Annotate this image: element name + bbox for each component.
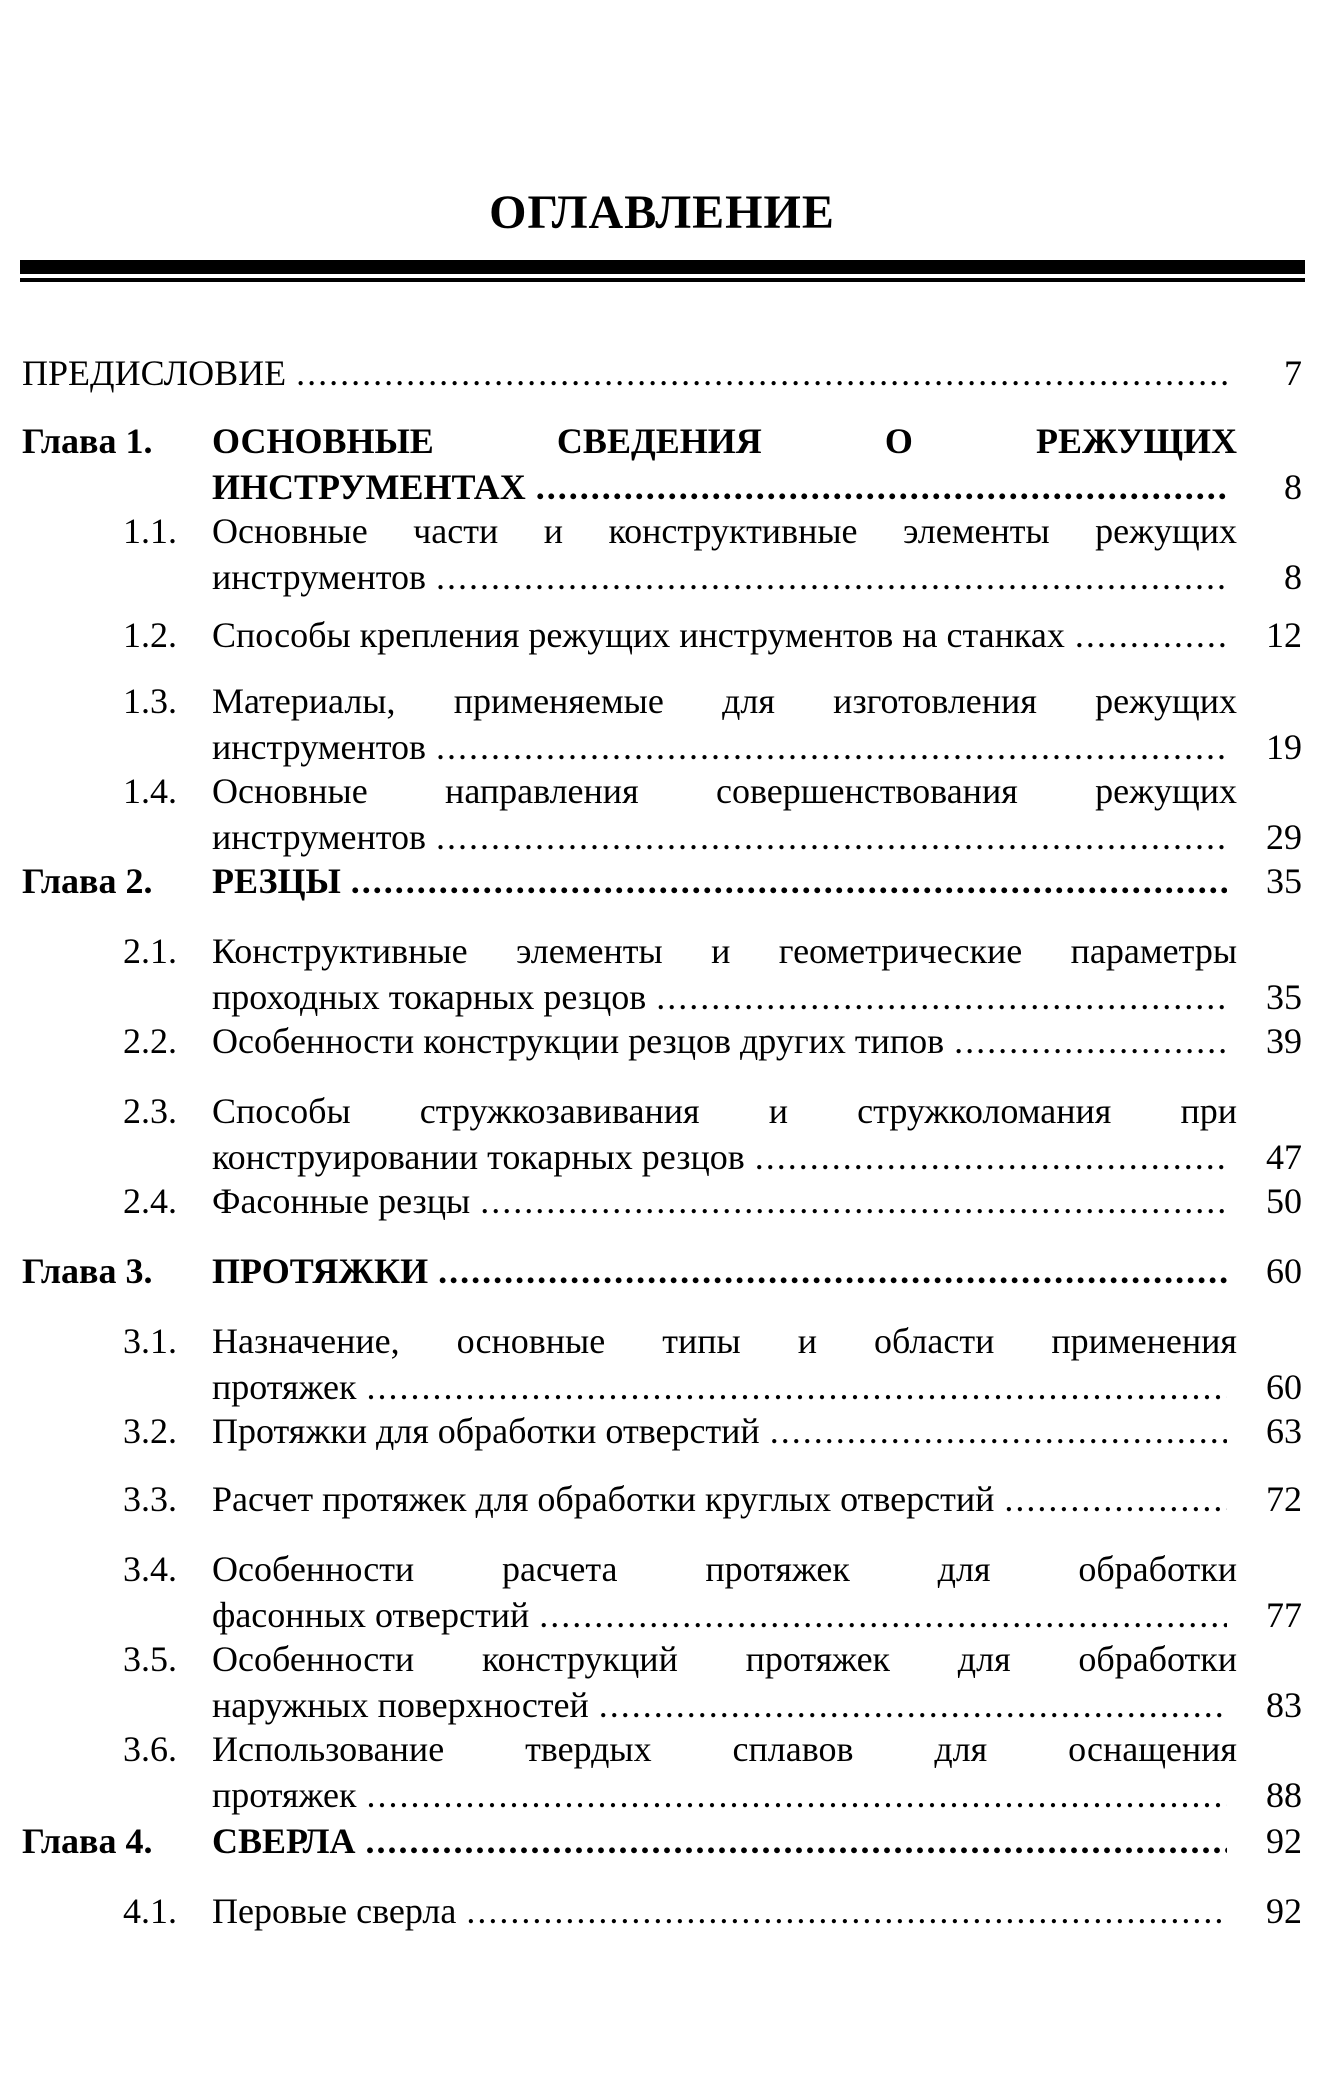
section-number: 2.1. [123,931,177,971]
entry-title-line2: инструментов [212,557,427,597]
dot-leader [296,350,1227,396]
section-number: 3.2. [123,1411,177,1451]
dot-leader [438,1248,1227,1294]
section-number: 3.4. [123,1549,177,1589]
entry-title-line1: Особенности конструкций протяжек для обработки [212,1639,1237,1679]
page-number: 8 [1284,557,1302,597]
page-title: ОГЛАВЛЕНИЕ [489,186,835,239]
page-number: 63 [1266,1411,1302,1451]
section-number: 2.4. [123,1181,177,1221]
title-rule-thick [20,260,1305,274]
entry-title [22,350,1237,396]
chapter-number: Глава 4. [22,1821,153,1861]
page-number: 88 [1266,1775,1302,1815]
dot-leader [656,974,1227,1020]
entry-title-text: ПРОТЯЖКИ [212,1251,429,1291]
dot-leader [366,1772,1227,1818]
dot-leader [351,858,1227,904]
dot-leader [466,1888,1227,1934]
dot-leader [539,1592,1227,1638]
entry-title [212,1408,1237,1454]
entry-title-line2: протяжек [212,1367,357,1407]
entry-title-text: Протяжки для обработки отверстий [212,1411,760,1451]
dot-leader [755,1134,1227,1180]
entry-title [212,418,1237,510]
page-number: 35 [1266,977,1302,1017]
entry-title-line1: Основные направления совершенствования режущих [212,771,1237,811]
dot-leader [436,724,1227,770]
entry-title-text: Фасонные резцы [212,1181,471,1221]
entry-title-line1: Конструктивные элементы и геометрические параметры [212,931,1237,971]
section-number: 1.2. [123,615,177,655]
entry-title-line2: инструментов [212,817,427,857]
dot-leader [365,1818,1227,1864]
dot-leader [536,464,1227,510]
entry-title-line1: Назначение, основные типы и области применения [212,1321,1237,1361]
entry-title [212,1088,1237,1180]
entry-title-text: СВЕРЛА [212,1821,356,1861]
entry-title [212,1178,1237,1224]
dot-leader [436,554,1227,600]
dot-leader [770,1408,1227,1454]
section-number: 3.3. [123,1479,177,1519]
entry-title-text: Особенности конструкции резцов других типов [212,1021,945,1061]
title-rule-thin [20,278,1305,282]
section-number: 2.3. [123,1091,177,1131]
entry-title [212,508,1237,600]
entry-title [212,1636,1237,1728]
entry-title-line2: наружных поверхностей [212,1685,589,1725]
entry-title [212,768,1237,860]
entry-title-line1: Использование твердых сплавов для оснащения [212,1729,1237,1769]
entry-title-line1: Материалы, применяемые для изготовления режущих [212,681,1237,721]
chapter-number: Глава 1. [22,421,153,461]
entry-title-text: Расчет протяжек для обработки круглых отверстий [212,1479,995,1519]
entry-title [212,678,1237,770]
entry-title [212,1818,1237,1864]
section-number: 3.1. [123,1321,177,1361]
chapter-number: Глава 2. [22,861,153,901]
entry-title [212,1888,1237,1934]
entry-title-line2: фасонных отверстий [212,1595,530,1635]
entry-title-line1: ОСНОВНЫЕ СВЕДЕНИЯ О РЕЖУЩИХ [212,421,1237,461]
page-number: 7 [1284,353,1302,393]
entry-title [212,1018,1237,1064]
page-number: 77 [1266,1595,1302,1635]
entry-title-text: ПРЕДИСЛОВИЕ [22,353,287,393]
page-number: 50 [1266,1181,1302,1221]
section-number: 1.3. [123,681,177,721]
page-number: 8 [1284,467,1302,507]
dot-leader [1004,1476,1227,1522]
page-number: 12 [1266,615,1302,655]
entry-title-line2: инструментов [212,727,427,767]
dot-leader [954,1018,1227,1064]
page-number: 60 [1266,1367,1302,1407]
page-number: 83 [1266,1685,1302,1725]
entry-title-line1: Основные части и конструктивные элементы режущих [212,511,1237,551]
entry-title [212,858,1237,904]
section-number: 3.6. [123,1729,177,1769]
page-number: 60 [1266,1251,1302,1291]
entry-title [212,1546,1237,1638]
entry-title-line1: Способы стружкозавивания и стружколомания при [212,1091,1237,1131]
section-number: 4.1. [123,1891,177,1931]
entry-title-text: РЕЗЦЫ [212,861,341,901]
page-number: 92 [1266,1821,1302,1861]
entry-title-line2: конструировании токарных резцов [212,1137,745,1177]
section-number: 3.5. [123,1639,177,1679]
page-number: 29 [1266,817,1302,857]
dot-leader [599,1682,1227,1728]
entry-title-text: Способы крепления режущих инструментов на станках [212,615,1065,655]
entry-title-line2: протяжек [212,1775,357,1815]
page-number: 39 [1266,1021,1302,1061]
dot-leader [1075,612,1227,658]
entry-title [212,612,1237,658]
entry-title [212,1476,1237,1522]
entry-title-line2: ИНСТРУМЕНТАХ [212,467,526,507]
entry-title [212,1248,1237,1294]
page-number: 35 [1266,861,1302,901]
section-number: 1.4. [123,771,177,811]
entry-title [212,1318,1237,1410]
page-number: 47 [1266,1137,1302,1177]
entry-title-line2: проходных токарных резцов [212,977,647,1017]
entry-title-text: Перовые сверла [212,1891,457,1931]
dot-leader [480,1178,1227,1224]
chapter-number: Глава 3. [22,1251,153,1291]
section-number: 2.2. [123,1021,177,1061]
dot-leader [366,1364,1227,1410]
section-number: 1.1. [123,511,177,551]
dot-leader [436,814,1227,860]
entry-title-line1: Особенности расчета протяжек для обработки [212,1549,1237,1589]
page-number: 72 [1266,1479,1302,1519]
page-number: 19 [1266,727,1302,767]
entry-title [212,928,1237,1020]
page-number: 92 [1266,1891,1302,1931]
entry-title [212,1726,1237,1818]
